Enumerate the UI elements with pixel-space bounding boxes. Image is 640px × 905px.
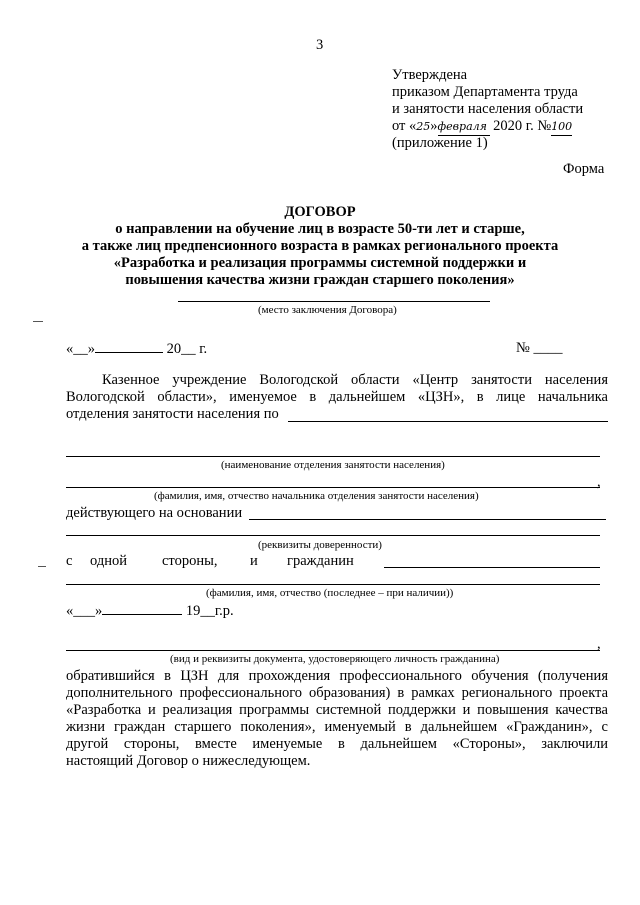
side-word-citizen: гражданин bbox=[287, 553, 354, 569]
head-name-line bbox=[66, 487, 600, 488]
date-year-blank: 20__ г. bbox=[166, 341, 208, 357]
approval-line-3: и занятости населения области bbox=[392, 101, 584, 117]
approval-line-2: приказом Департамента труда bbox=[392, 84, 578, 100]
side-word-and: и bbox=[250, 553, 258, 569]
id-document-caption: (вид и реквизиты документа, удостоверяющего личность гражданина) bbox=[170, 653, 500, 665]
citizen-name-line bbox=[66, 584, 600, 585]
date-row-left bbox=[66, 340, 207, 358]
order-number-handwritten: 100 bbox=[551, 118, 572, 136]
side-word-party: стороны, bbox=[162, 553, 218, 569]
body-line-3: отделения занятости населения по bbox=[66, 406, 279, 422]
acting-basis-line bbox=[249, 519, 606, 520]
final-line-4: жизни граждан старшего поколения», именуемый в дальнейшем «Гражданин», с bbox=[66, 719, 608, 735]
comma: , bbox=[597, 636, 601, 652]
final-line-1: обратившийся в ЦЗН для прохождения профессионального обучения (получения bbox=[66, 668, 608, 684]
document-heading: ДОГОВОР bbox=[284, 204, 356, 220]
date-prefix: от « bbox=[392, 118, 417, 134]
final-line-3: «Разработка и реализация программы системной поддержки и повышения качества bbox=[66, 702, 608, 718]
final-line-5: другой стороны, вместе именуемые в дальнейшем «Стороны», заключили bbox=[66, 736, 608, 752]
power-of-attorney-line bbox=[66, 535, 600, 536]
date-suffix: 2020 г. № bbox=[493, 118, 552, 134]
date-day-handwritten: 25 bbox=[416, 120, 431, 133]
approval-line-1: Утверждена bbox=[392, 67, 468, 83]
department-fill-line bbox=[288, 421, 608, 422]
head-name-caption: (фамилия, имя, отчество начальника отделения занятости населения) bbox=[154, 490, 479, 502]
side-word-one: одной bbox=[90, 553, 127, 569]
margin-mark bbox=[38, 566, 46, 567]
date-month-handwritten: февраля bbox=[438, 118, 490, 136]
birth-day-blank: «___» bbox=[66, 603, 103, 619]
date-day-blank: «__» bbox=[66, 341, 95, 357]
id-document-line bbox=[66, 650, 600, 651]
date-month-blank bbox=[95, 340, 163, 353]
department-name-line bbox=[66, 456, 600, 457]
final-line-6: настоящий Договор о нижеследующем. bbox=[66, 753, 311, 769]
form-label: Форма bbox=[563, 161, 605, 177]
citizen-fill-line bbox=[384, 567, 600, 568]
title-line-2: а также лиц предпенсионного возраста в рамках регионального проекта bbox=[81, 238, 559, 254]
date-close-quote: » bbox=[430, 118, 438, 134]
acting-basis-label: действующего на основании bbox=[66, 505, 243, 521]
birth-year: 19__г.р. bbox=[185, 603, 234, 619]
birth-month-blank bbox=[102, 602, 182, 615]
body-line-2: Вологодской области», именуемое в дальнейшем «ЦЗН», в лице начальника bbox=[66, 389, 608, 405]
place-caption: (место заключения Договора) bbox=[258, 304, 397, 316]
birth-row bbox=[66, 602, 234, 620]
margin-mark bbox=[33, 321, 43, 322]
department-caption: (наименование отделения занятости населения) bbox=[221, 459, 445, 471]
contract-number: № ____ bbox=[516, 340, 563, 356]
title-line-1: о направлении на обучение лиц в возрасте 50-ти лет и старше, bbox=[115, 221, 525, 237]
citizen-name-caption: (фамилия, имя, отчество (последнее – при наличии)) bbox=[206, 587, 454, 599]
body-line-1: Казенное учреждение Вологодской области «Центр занятости населения bbox=[102, 372, 608, 388]
approval-appendix: (приложение 1) bbox=[392, 135, 488, 151]
place-line bbox=[178, 301, 490, 302]
title-line-3: «Разработка и реализация программы системной поддержки и bbox=[113, 255, 527, 271]
title-line-4: повышения качества жизни граждан старшего поколения» bbox=[125, 272, 515, 288]
comma: , bbox=[597, 474, 601, 490]
final-line-2: дополнительного профессионального образования) в рамках регионального проекта bbox=[66, 685, 608, 701]
approval-date-line bbox=[392, 118, 572, 136]
power-of-attorney-caption: (реквизиты доверенности) bbox=[258, 539, 382, 551]
page-number: 3 bbox=[316, 37, 324, 53]
side-word-c: с bbox=[66, 553, 73, 569]
